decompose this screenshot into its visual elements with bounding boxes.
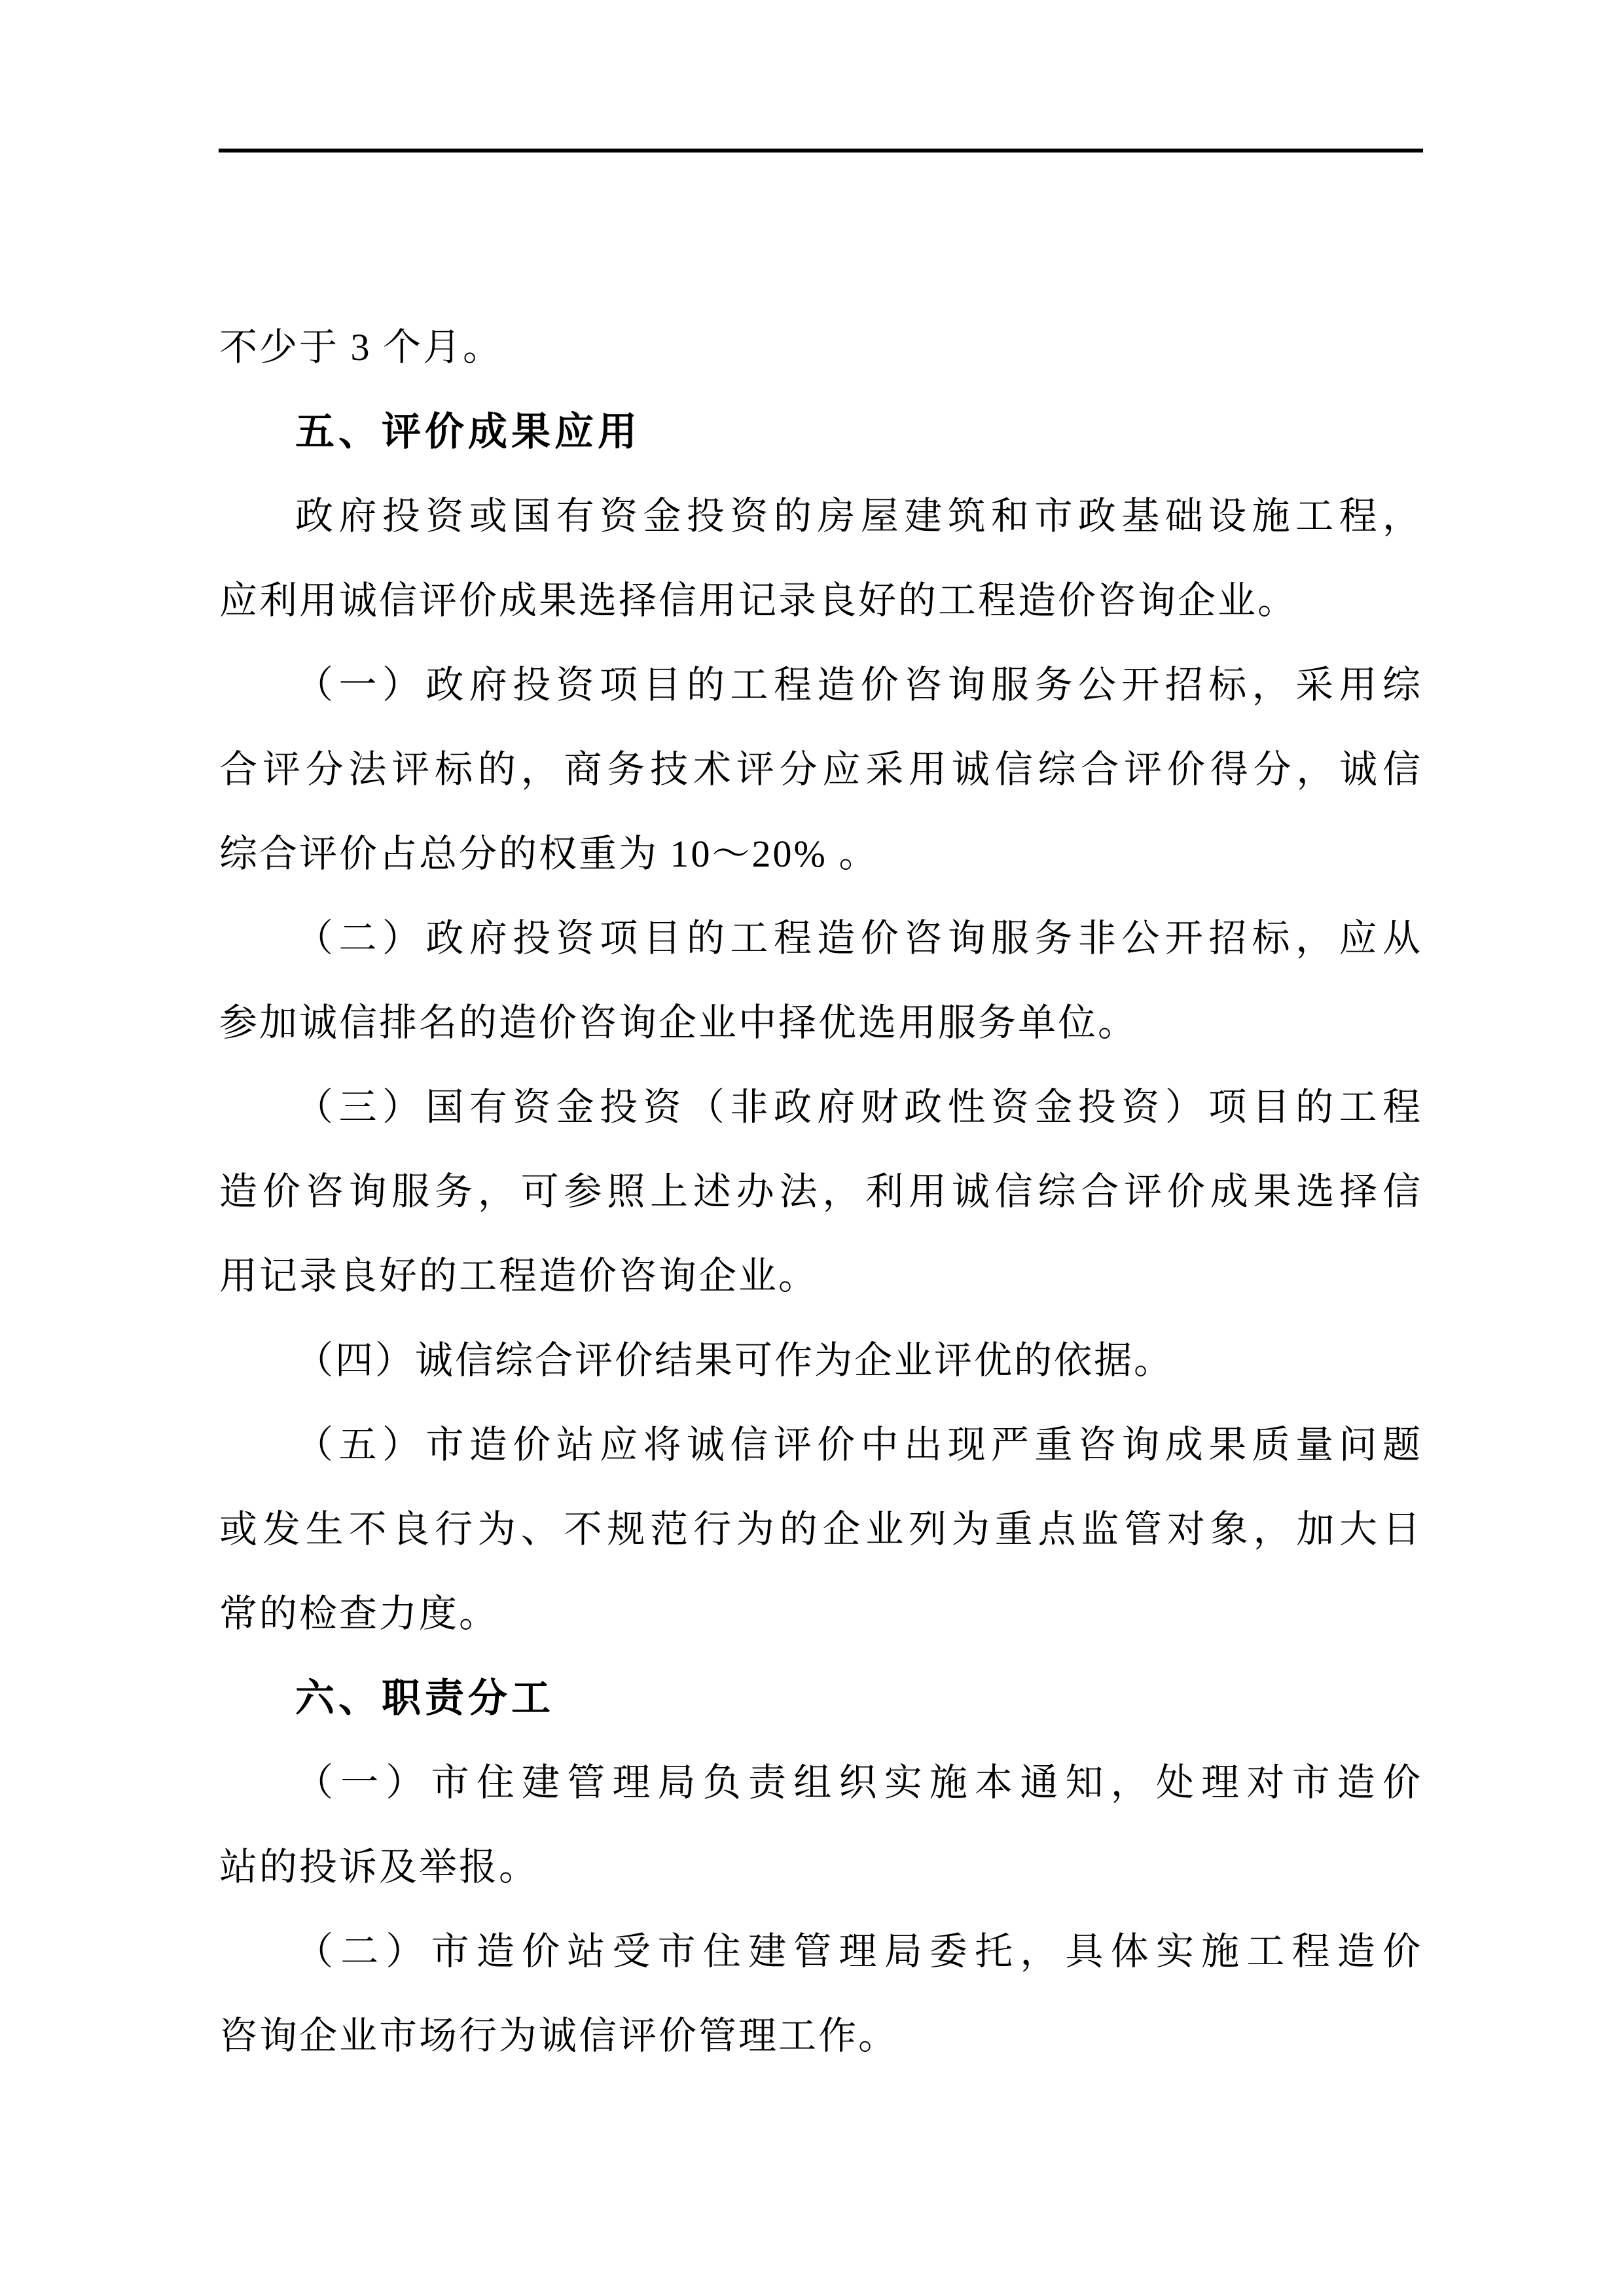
text-line: （五）市造价站应将诚信评价中出现严重咨询成果质量问题	[295, 1424, 1422, 1466]
text-line: 政府投资或国有资金投资的房屋建筑和市政基础设施工程，	[295, 495, 1422, 537]
text-line: 造价咨询服务，可参照上述办法，利用诚信综合评价成果选择信	[219, 1170, 1422, 1213]
text-line: 不少于 3 个月。	[219, 326, 503, 368]
text-line: 综合评价占总分的权重为 10～20% 。	[219, 833, 879, 875]
text-line: （四）诚信综合评价结果可作为企业评优的依据。	[295, 1339, 1174, 1382]
section-heading: 六、职责分工	[295, 1676, 554, 1720]
text-line: 咨询企业市场行为诚信评价管理工作。	[219, 2015, 899, 2057]
header-rule	[219, 149, 1423, 152]
text-line: 应利用诚信评价成果选择信用记录良好的工程造价咨询企业。	[219, 579, 1298, 622]
section-heading: 五、评价成果应用	[295, 410, 641, 454]
text-line: （二）市造价站受市住建管理局委托，具体实施工程造价	[295, 1930, 1422, 1973]
text-line: 合评分法评标的，商务技术评分应采用诚信综合评价得分，诚信	[219, 748, 1422, 791]
text-line: （一）市住建管理局负责组织实施本通知，处理对市造价	[295, 1761, 1422, 1804]
text-line: （三）国有资金投资（非政府财政性资金投资）项目的工程	[295, 1086, 1422, 1128]
text-line: 用记录良好的工程造价咨询企业。	[219, 1255, 819, 1297]
document-body	[219, 305, 1422, 2078]
text-line: 或发生不良行为、不规范行为的企业列为重点监管对象，加大日	[219, 1508, 1422, 1551]
text-line: （一）政府投资项目的工程造价咨询服务公开招标，采用综	[295, 664, 1422, 706]
text-line: 站的投诉及举报。	[219, 1846, 539, 1888]
text-line: 常的检查力度。	[219, 1592, 499, 1635]
text-line: 参加诚信排名的造价咨询企业中择优选用服务单位。	[219, 1001, 1138, 1044]
text-line: （二）政府投资项目的工程造价咨询服务非公开招标，应从	[295, 917, 1422, 960]
